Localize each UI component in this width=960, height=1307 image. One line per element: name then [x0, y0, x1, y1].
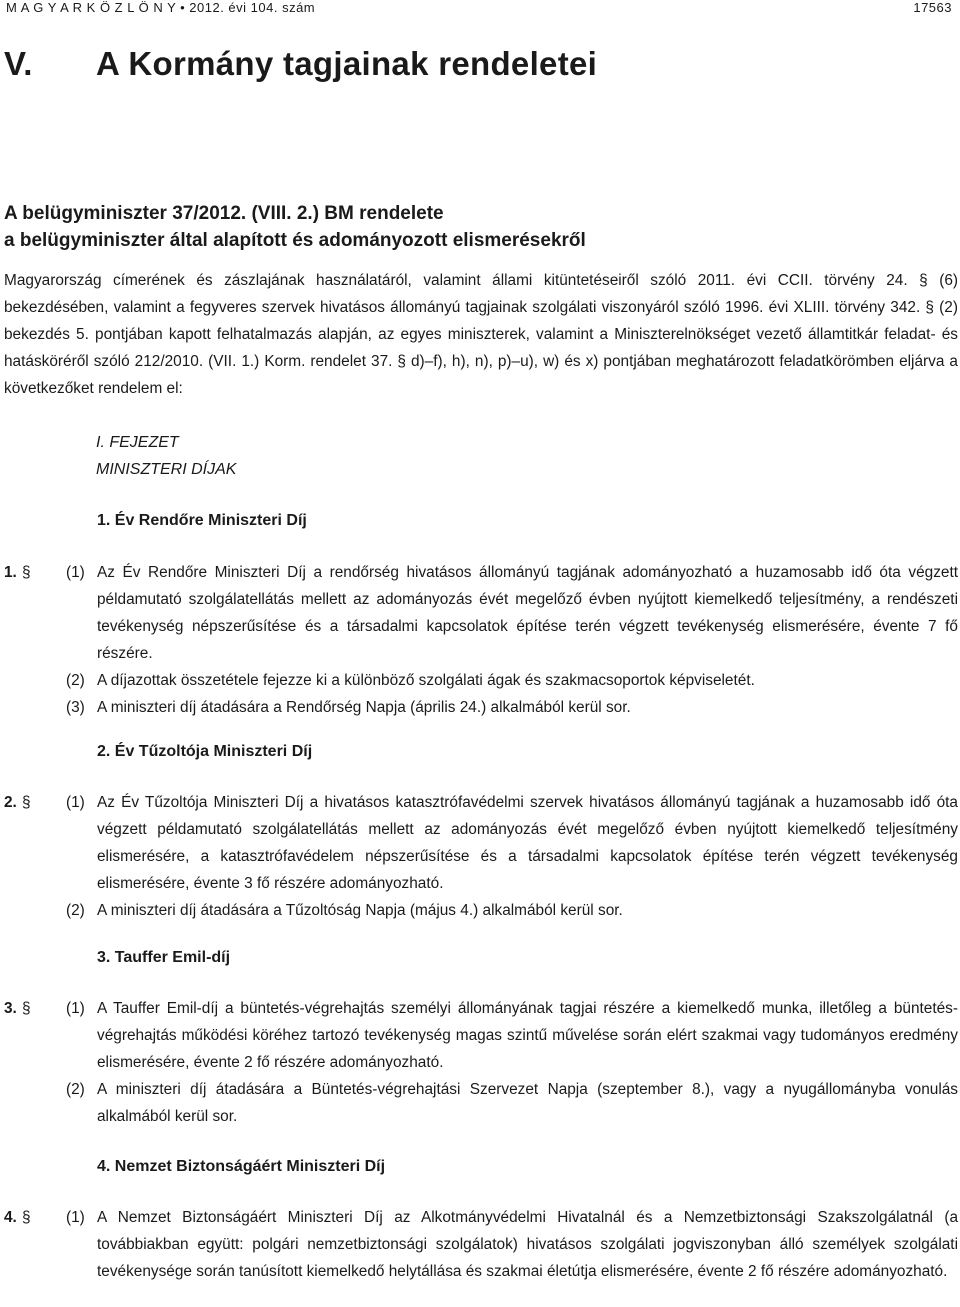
subparagraph-number: (1): [66, 1000, 85, 1017]
decree-title: [4, 200, 944, 254]
section-sign: §: [22, 1209, 31, 1226]
publication-title: M A G Y A R K Ö Z L Ö N Y • 2012. évi 104. szám: [6, 0, 316, 15]
subparagraph-number: (3): [66, 699, 85, 716]
subparagraph-text: Az Év Tűzoltója Miniszteri Díj a hivatásos katasztrófavédelmi szervek hivatásos állományú tagjának a huzamosabb idő óta végzett példamutató szolgálatellátás mellett az adományozás évét megelőző évben nyújtott kiemelkedő teljesítmény elismerésére, a katasztrófavédelem népszerűsítése és a társadalmi kapcsolatok építése terén végzett tevékenység elismerésére, évente 3 fő részére adományozható.: [97, 794, 958, 892]
subparagraph: [4, 1204, 958, 1285]
section-sign: §: [22, 564, 31, 581]
section-heading: 1. Év Rendőre Miniszteri Díj: [97, 512, 307, 529]
subparagraph: [4, 995, 958, 1076]
subparagraph-number: (2): [66, 902, 85, 919]
decree-title-line2: a belügyminiszter által alapított és adományozott elismerésekről: [4, 230, 586, 251]
paragraph-number: 4.: [4, 1209, 17, 1226]
chapter-heading: [96, 429, 236, 483]
section-heading: 4. Nemzet Biztonságáért Miniszteri Díj: [97, 1158, 386, 1175]
subparagraph: [4, 667, 958, 694]
subparagraph-number: (2): [66, 1081, 85, 1098]
section-title-text: A Kormány tagjainak rendeletei: [96, 45, 598, 82]
paragraph-number: 1.: [4, 564, 17, 581]
section-heading: 2. Év Tűzoltója Miniszteri Díj: [97, 743, 313, 760]
subparagraph-text: A miniszteri díj átadására a Rendőrség Napja (április 24.) alkalmából kerül sor.: [97, 699, 631, 716]
subparagraph: [4, 789, 958, 897]
subparagraph: [4, 559, 958, 667]
section-sign: §: [22, 1000, 31, 1017]
subparagraph-text: A Tauffer Emil-díj a büntetés-végrehajtás személyi állományának tagjai részére a kiemelkedő munka, illetőleg a büntetés-végrehajtás működési köréhez tartozó tevékenység magas szintű művelése során elért szakmai vagy tudományos eredmény elismerésére, évente 2 fő részére adományozható.: [97, 1000, 958, 1071]
section-sign: §: [22, 794, 31, 811]
paragraph: [4, 559, 958, 721]
section-title: [4, 45, 597, 83]
preamble: Magyarország címerének és zászlajának használatáról, valamint állami kitüntetéseiről szóló 2011. évi CCII. törvény 24. § (6) bekezdésében, valamint a fegyveres szervek hivatásos állományú tagjainak szolgálati viszonyáról szóló 1996. évi XLIII. törvény 342. § (2) bekezdés 5. pontjában kapott felhatalmazás alapján, az egyes miniszterek, valamint a Miniszterelnökséget vezető államtitkár feladat- és hatásköréről szóló 212/2010. (VII. 1.) Korm. rendelet 37. § d)–f), h), n), p)–u), w) és x) pontjában meghatározott feladatkörömben eljárva a következőket rendelem el:: [4, 272, 958, 397]
subparagraph-number: (2): [66, 672, 85, 689]
subparagraph-text: A Nemzet Biztonságáért Miniszteri Díj az Alkotmányvédelmi Hivatalnál és a Nemzetbiztonsági Szakszolgálatnál (a továbbiakban együtt: polgári nemzetbiztonsági szolgálatok) hivatásos szolgálati jogviszonyban álló személyek szolgálati tevékenysége során tanúsított kiemelkedő helytállása és szakmai életútja elismerésére, évente 2 fő részére adományozható.: [97, 1209, 958, 1280]
subparagraph: [4, 897, 958, 924]
subparagraph-text: A miniszteri díj átadására a Tűzoltóság Napja (május 4.) alkalmából kerül sor.: [97, 902, 623, 919]
section-number: V.: [4, 45, 33, 82]
chapter-title: MINISZTERI DÍJAK: [96, 461, 237, 478]
subparagraph-number: (1): [66, 794, 85, 811]
paragraph: [4, 995, 958, 1130]
paragraph: [4, 789, 958, 924]
subparagraph-text: Az Év Rendőre Miniszteri Díj a rendőrség hivatásos állományú tagjának adományozható a huzamosabb idő óta végzett példamutató szolgálatellátás mellett az adományozás évét megelőző évben nyújtott kiemelkedő teljesítmény, a rendészeti tevékenység népszerűsítése és a társadalmi kapcsolatok építése terén végzett tevékenység elismerésére, évente 7 fő részére.: [97, 564, 958, 662]
subparagraph-number: (1): [66, 1209, 85, 1226]
paragraph-number: 2.: [4, 794, 17, 811]
paragraph: [4, 1204, 958, 1285]
page-number: 17563: [913, 0, 952, 15]
section-heading: 3. Tauffer Emil-díj: [97, 949, 231, 966]
subparagraph-text: A díjazottak összetétele fejezze ki a különböző szolgálati ágak és szakmacsoportok képviseletét.: [97, 672, 755, 689]
subparagraph-text: A miniszteri díj átadására a Büntetés-végrehajtási Szervezet Napja (szeptember 8.), vagy a nyugállományba vonulás alkalmából kerül sor.: [97, 1081, 958, 1125]
running-head: [6, 0, 952, 18]
paragraph-number: 3.: [4, 1000, 17, 1017]
subparagraph-number: (1): [66, 564, 85, 581]
subparagraph: [4, 694, 958, 721]
chapter-number: I. FEJEZET: [96, 434, 179, 451]
subparagraph: [4, 1076, 958, 1130]
decree-title-line1: A belügyminiszter 37/2012. (VIII. 2.) BM rendelete: [4, 203, 444, 224]
